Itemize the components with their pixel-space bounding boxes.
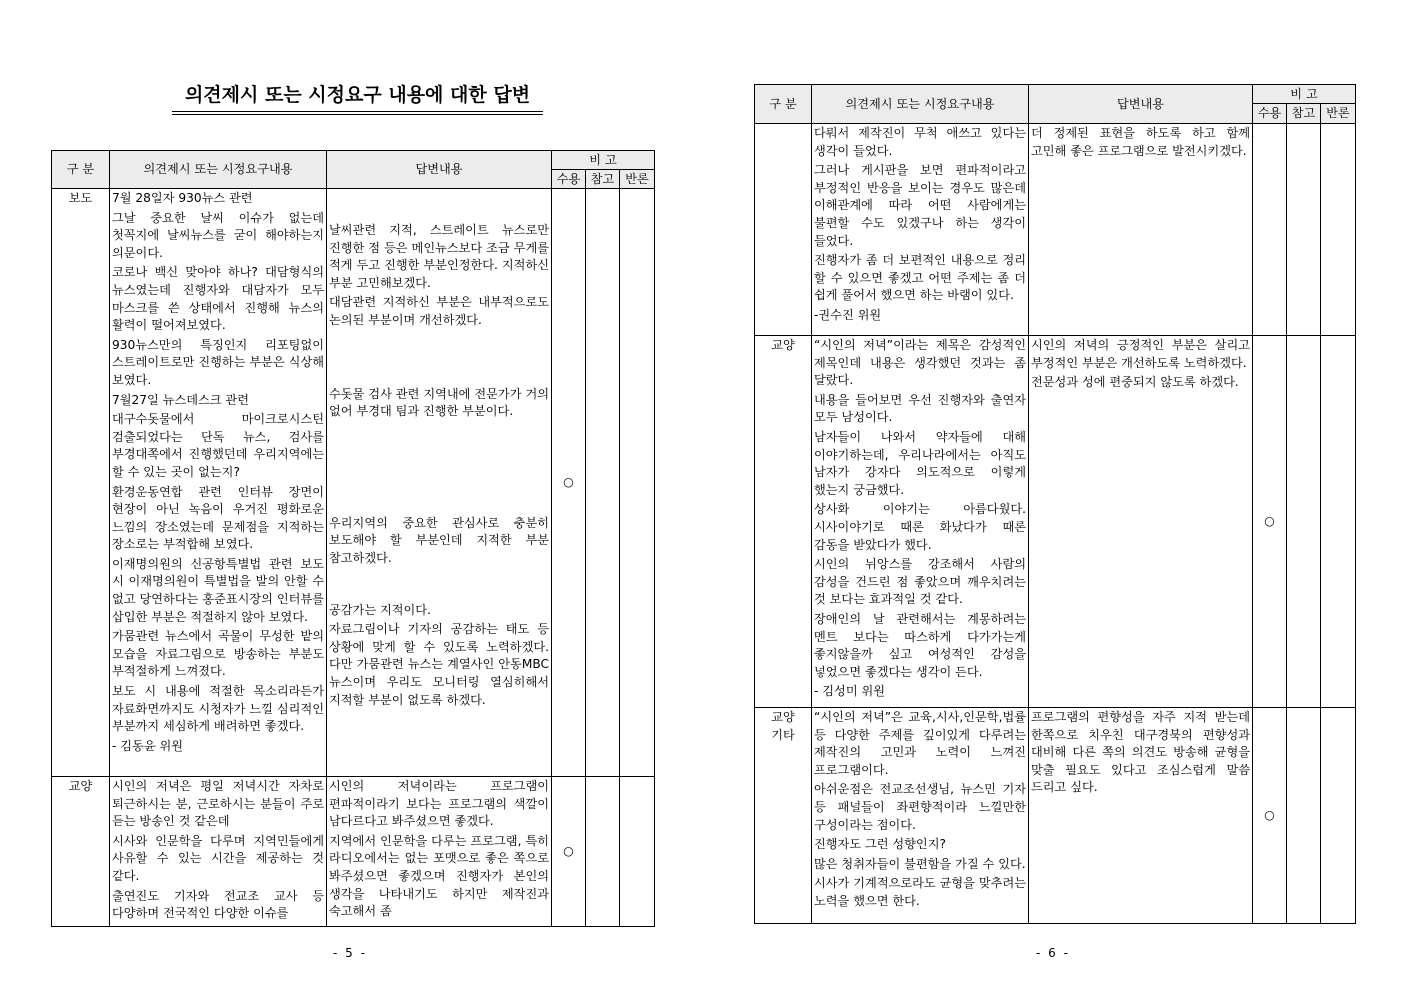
answer-spacer bbox=[329, 332, 549, 384]
opinion-paragraph: 시인의 뉘앙스를 강조해서 사람의 감성을 건드린 점 좋았으며 깨우치려는 것 보다는 효과적일 것 같다. bbox=[814, 557, 1026, 607]
accept-mark bbox=[1253, 124, 1287, 336]
opinion-paragraph: 930뉴스만의 특징인지 리포팅없이 스트레이트로만 진행하는 부분은 식상해 보였다. bbox=[112, 337, 324, 387]
opinion-paragraph: 아쉬운점은 전교조선생님, 뉴스민 기자 등 패널들이 좌편향적이라 느낄만한 구성이라는 점이다. bbox=[814, 782, 1026, 832]
header-category: 구 분 bbox=[755, 85, 812, 124]
row-category bbox=[755, 124, 812, 336]
row-answer bbox=[1029, 124, 1253, 336]
opinion-paragraph: “시인의 저녁”은 교육,시사,인문학,법률 등 다양한 주제를 깊이있게 다루려는 제작진의 고민과 노력이 느껴진 프로그램이다. bbox=[814, 710, 1026, 777]
header-reject: 반론 bbox=[1321, 104, 1356, 124]
header-category: 구 분 bbox=[52, 151, 110, 189]
opinion-author: -권수진 위원 bbox=[814, 307, 882, 322]
answer-paragraph: 더 정제된 표현을 하도록 하고 함께 고민해 좋은 프로그램으로 발전시키겠다. bbox=[1031, 126, 1250, 158]
left-opinion-table bbox=[51, 150, 655, 927]
opinion-paragraph: 시사가 기계적으로라도 균형을 맞추려는 노력을 했으면 한다. bbox=[814, 876, 1026, 908]
accept-mark: ○ bbox=[1253, 708, 1287, 924]
row-opinion bbox=[110, 189, 327, 777]
opinion-paragraph: 가뭄관련 뉴스에서 곡물이 무성한 밭의 모습을 자료그림으로 방송하는 부분도 부적절하게 느껴졌다. bbox=[112, 629, 324, 679]
answer-paragraph: 시인의 저녁의 긍정적인 부분은 살리고 부정적인 부분은 개선하도록 노력하겠다. bbox=[1031, 338, 1250, 370]
opinion-paragraph: 장애인의 날 관련해서는 계몽하려는 멘트 보다는 따스하게 다가가는게 좋지않을까 싶고 여성적인 감성을 넣었으면 좋겠다는 생각이 든다. bbox=[814, 611, 1026, 679]
opinion-paragraph: 그날 중요한 날씨 이슈가 없는데 첫꼭지에 날씨뉴스를 굳이 해야하는지 의문이다. bbox=[112, 210, 324, 260]
table-row bbox=[755, 124, 1356, 336]
row-answer bbox=[1029, 708, 1253, 924]
opinion-paragraph: 많은 청취자들이 불편함을 가질 수 있다. bbox=[814, 856, 1026, 871]
opinion-paragraph: 7월 28일자 930뉴스 관련 bbox=[112, 191, 253, 205]
row-opinion bbox=[812, 336, 1029, 708]
opinion-paragraph: 상사화 이야기는 아름다웠다. 시사이야기로 때론 화났다가 때론 감동을 받았다가 했다. bbox=[814, 502, 1026, 552]
reference-cell bbox=[586, 189, 620, 777]
page-number: - 5 - bbox=[333, 946, 367, 960]
opinion-paragraph: 남자들이 나와서 약자들에 대해 이야기하는데, 우리나라에서는 아직도 남자가 강자다 의도적으로 이렇게 했는지 궁금했다. bbox=[814, 429, 1026, 497]
reference-cell bbox=[1287, 124, 1321, 336]
answer-paragraph: 대담관련 지적하신 부분은 내부적으로도 논의된 부분이며 개선하겠다. bbox=[329, 295, 549, 327]
reference-cell bbox=[586, 777, 620, 927]
opinion-paragraph: 이재명의원의 신공항특별법 관련 보도 시 이재명의원이 특별법을 발의 안할 수 없고 당연하다는 홍준표시장의 인터뷰를 삽입한 부분은 적절하지 않아 보였다. bbox=[112, 556, 324, 624]
row-category: 교양 bbox=[52, 777, 110, 927]
opinion-paragraph: 코로나 백신 맞아야 하나? 대담형식의 뉴스였는데 진행자와 대담자가 모두 마스크를 쓴 상태에서 진행해 뉴스의 활력이 떨어져보였다. bbox=[112, 265, 324, 333]
row-answer bbox=[1029, 336, 1253, 708]
answer-paragraph: 날씨관련 지적, 스트레이트 뉴스로만 진행한 점 등은 메인뉴스보다 조금 무게를 적게 두고 진행한 부분인정한다. 지적하신 부분 고민해보겠다. bbox=[329, 223, 549, 290]
header-accept: 수용 bbox=[552, 170, 586, 189]
row-answer bbox=[327, 777, 552, 927]
opinion-paragraph: 7월27일 뉴스데스크 관련 bbox=[112, 392, 249, 407]
answer-paragraph: 수돗물 검사 관련 지역내에 전문가가 거의 없어 부경대 팀과 진행한 부분이다. bbox=[329, 386, 549, 419]
reject-cell bbox=[1321, 124, 1356, 336]
answer-paragraph: 프로그램의 편향성을 자주 지적 받는데 한쪽으로 치우친 대구경북의 편향성과 대비해 다른 쪽의 의견도 방송해 균형을 맞출 필요도 있다고 조심스럽게 말씀 드리고 싶다. bbox=[1031, 710, 1250, 795]
reject-cell bbox=[620, 777, 655, 927]
row-category: 교양 기타 bbox=[755, 708, 812, 924]
table-row bbox=[52, 189, 655, 777]
page-title: 의견제시 또는 시정요구 내용에 대한 답변 bbox=[184, 84, 531, 106]
row-category: 교양 bbox=[755, 336, 812, 708]
page-number: - 6 - bbox=[1036, 946, 1070, 960]
header-remarks: 비 고 bbox=[1253, 85, 1356, 104]
answer-paragraph: 자료그림이나 기자의 공감하는 태도 등 상황에 맞게 할 수 있도록 노력하겠다. 다만 가뭄관련 뉴스는 계열사인 안동MBC 뉴스이며 우리도 모니터링 열심히해서 지적할 부분이 없도록 하겠다. bbox=[329, 622, 549, 707]
header-opinion: 의견제시 또는 시정요구내용 bbox=[812, 85, 1029, 124]
reference-cell bbox=[1287, 708, 1321, 924]
opinion-paragraph: 환경운동연합 관련 인터뷰 장면이 현장이 아닌 녹음이 우거진 평화로운 느낌의 장소였는데 문제점을 지적하는 장소로는 부적합해 보였다. bbox=[112, 484, 324, 552]
header-answer: 답변내용 bbox=[1029, 85, 1253, 124]
header-reject: 반론 bbox=[620, 170, 655, 189]
opinion-paragraph: 내용을 들어보면 우선 진행자와 출연자 모두 남성이다. bbox=[814, 392, 1026, 425]
opinion-paragraph: 시사와 인문학을 다루며 지역민들에게 사유할 수 있는 시간을 제공하는 것 같다. bbox=[112, 833, 324, 883]
header-answer: 답변내용 bbox=[327, 151, 552, 189]
title-underline-2 bbox=[172, 114, 543, 115]
right-opinion-table bbox=[754, 84, 1356, 924]
reject-cell bbox=[1321, 708, 1356, 924]
reference-cell bbox=[1287, 336, 1321, 708]
answer-paragraph: 우리지역의 중요한 관심사로 충분히 보도해야 할 부분인데 지적한 부분 참고하겠다. bbox=[329, 515, 549, 565]
accept-mark: ○ bbox=[552, 189, 586, 777]
opinion-paragraph: 진행자가 좀 더 보편적인 내용으로 정리 할 수 있으면 좋겠고 어떤 주제는 좀 더 쉽게 풀어서 했으면 하는 바램이 있다. bbox=[814, 253, 1026, 303]
answer-spacer bbox=[329, 190, 549, 220]
answer-paragraph: 지역에서 인문학을 다루는 프로그램, 특히 라디오에서는 없는 포맷으로 좋은 쪽으로 봐주셨으면 좋겠으며 진행자가 본인의 생각을 나타내기도 하지만 제작진과 숙고해서 좀 bbox=[329, 833, 549, 919]
reject-cell bbox=[620, 189, 655, 777]
answer-paragraph: 시인의 저녁이라는 프로그램이 편파적이라기 보다는 프로그램의 색깔이 남다르다고 봐주셨으면 좋겠다. bbox=[329, 779, 549, 829]
answer-spacer bbox=[329, 570, 549, 600]
table-row bbox=[755, 708, 1356, 924]
opinion-paragraph: “시인의 저녁”이라는 제목은 감성적인 제목인데 내용은 생각했던 것과는 좀 달랐다. bbox=[814, 338, 1026, 388]
accept-mark: ○ bbox=[552, 777, 586, 927]
opinion-paragraph: 다뤄서 제작진이 무척 애쓰고 있다는 생각이 들었다. bbox=[814, 126, 1026, 158]
answer-paragraph: 공감가는 지적이다. bbox=[329, 602, 431, 617]
accept-mark: ○ bbox=[1253, 336, 1287, 708]
header-reference: 참고 bbox=[1287, 104, 1321, 124]
opinion-paragraph: 시인의 저녁은 평일 저녁시간 자차로 퇴근하시는 분, 근로하시는 분들이 주로 듣는 방송인 것 같은데 bbox=[112, 779, 324, 829]
header-remarks: 비 고 bbox=[552, 151, 655, 170]
opinion-author: - 김동윤 위원 bbox=[112, 738, 184, 753]
row-category: 보도 bbox=[52, 189, 110, 777]
header-opinion: 의견제시 또는 시정요구내용 bbox=[110, 151, 327, 189]
header-accept: 수용 bbox=[1253, 104, 1287, 124]
opinion-author: - 김성미 위원 bbox=[814, 684, 886, 699]
row-opinion bbox=[812, 124, 1029, 336]
row-answer bbox=[327, 189, 552, 777]
header-reference: 참고 bbox=[586, 170, 620, 189]
table-row bbox=[52, 777, 655, 927]
opinion-paragraph: 출연진도 기자와 전교조 교사 등 다양하며 전국적인 다양한 이슈를 bbox=[112, 888, 324, 921]
opinion-paragraph: 그러나 게시판을 보면 편파적이라고 부정적인 반응을 보이는 경우도 많은데 이해관계에 따라 어떤 사람에게는 불편할 수도 있겠구나 하는 생각이 들었다. bbox=[814, 163, 1026, 248]
opinion-paragraph: 대구수돗물에서 마이크로시스틴 검출되었다는 단독 뉴스, 검사를 부경대쪽에서 진행했던데 우리지역에는 할 수 있는 곳이 없는지? bbox=[112, 412, 324, 479]
reject-cell bbox=[1321, 336, 1356, 708]
answer-spacer bbox=[329, 423, 549, 513]
opinion-paragraph: 진행자도 그런 성향인지? bbox=[814, 837, 946, 852]
table-row bbox=[755, 336, 1356, 708]
row-opinion bbox=[812, 708, 1029, 924]
opinion-paragraph: 보도 시 내용에 적절한 목소리라든가 자료화면까지도 시청자가 느낄 심리적인 부분까지 세심하게 배려하면 좋겠다. bbox=[112, 684, 324, 734]
answer-paragraph: 전문성과 성에 편중되지 않도록 하겠다. bbox=[1031, 375, 1239, 390]
title-underline bbox=[172, 111, 543, 112]
row-opinion bbox=[110, 777, 327, 927]
